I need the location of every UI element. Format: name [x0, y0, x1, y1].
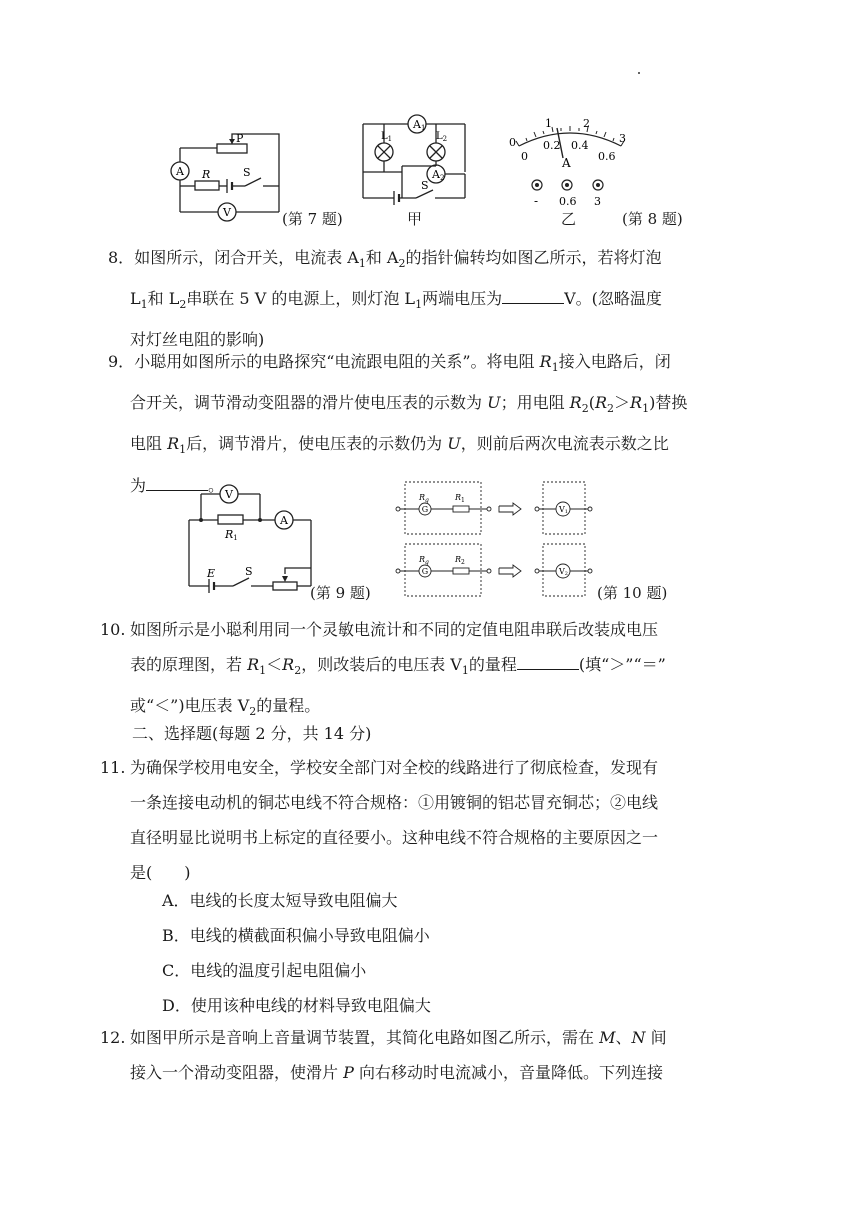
question-12: 12. 如图甲所示是音响上音量调节装置，其简化电路如图乙所示，需在 M、N 间 接入一个滑动变阻器，使滑片 P 向右移动时电流减小，音量降低。下列连接 — [130, 1020, 740, 1090]
figure-8-yi-label: 乙 — [561, 210, 577, 228]
dial-unit: A — [562, 156, 571, 170]
q10-number: 10. — [100, 620, 126, 639]
q10-answer-blank[interactable] — [517, 655, 579, 670]
fig10-row1-r: $R_1$ — [455, 493, 465, 504]
question-9: 9．小聪用如图所示的电路探究“电流跟电阻的关系”。将电阻 $R_1$接入电路后，闭 合开关，调节滑动变阻器的滑片使电压表的示数为 U；用电阻 $R_2(R_2>R_1)$替换 电阻 $R_1$后，调节滑片，使电压表的示数仍为 U，则前后两次电流表示数之比 为 。 — [108, 352, 688, 495]
question-11: 11. 为确保学校用电安全，学校安全部门对全校的线路进行了彻底检查，发现有 一条连接电动机的铜芯电线不符合规格：①用镀铜的铝芯冒充铜芯；②电线 直径明显比说明书上标定的直径要小。这种电线不符合规格的主要原因之一 是( ) — [130, 750, 740, 890]
fig9-resistor-label: R1 — [225, 528, 238, 542]
dial-inner-04: 0.4 — [571, 139, 589, 152]
question-8: 8．如图所示，闭合开关，电流表 $A_1$和 $A_2$的指针偏转均如图乙所示，若将灯泡 $L_1$和 $L_2$串联在 5 V 的电源上，则灯泡 $L_1$两端电压为 V。(忽略温度 对灯丝电阻的影响) — [108, 248, 662, 350]
question-10: 10. 如图所示是小聪利用同一个灵敏电流计和不同的定值电阻串联后改装成电压 表的原理图，若 $R_1<R_2$，则改装后的电压表 $V_1$的量程 (填“＞”“＝” 或“＜”)电压表 $V_2$的量程。 — [130, 612, 740, 729]
fig10-row2-v: V2 — [559, 567, 568, 577]
fig9-switch-label: S — [245, 565, 253, 578]
figure-9-caption: (第 9 题) — [310, 584, 371, 602]
dial-outer-2: 2 — [583, 117, 590, 130]
fig7-resistor-label: R — [202, 168, 211, 181]
fig8-l1-label: $L_1$ — [381, 131, 393, 143]
fig10-row2-r: $R_2$ — [455, 555, 465, 566]
figure-8-jia-circuit — [358, 110, 473, 210]
terminal-neg: - — [534, 194, 539, 208]
stray-mark — [638, 72, 640, 74]
figure-7-circuit — [165, 128, 285, 224]
fig10-row1-rg: $R_g$ — [419, 493, 429, 504]
q11-number: 11. — [100, 758, 126, 777]
q8-number: 8． — [108, 248, 135, 267]
dial-inner-06: 0.6 — [598, 150, 616, 163]
q11-option-d[interactable]: D．使用该种电线的材料导致电阻偏大 — [162, 996, 431, 1015]
figure-10-caption: (第 10 题) — [597, 584, 668, 602]
dial-outer-1: 1 — [545, 117, 552, 130]
dial-inner-02: 0.2 — [543, 139, 561, 152]
figure-8-yi-dial — [505, 112, 635, 210]
fig7-slider-label: P — [236, 132, 244, 145]
q9-number: 9． — [108, 352, 135, 371]
dial-outer-0: 0 — [509, 136, 516, 149]
fig7-voltmeter-label: V — [223, 206, 231, 219]
fig8-a1-label: A1 — [413, 118, 426, 132]
fig10-row1-galv: G — [421, 505, 429, 514]
fig7-switch-label: S — [243, 166, 251, 179]
fig10-row2-rg: $R_g$ — [419, 555, 429, 566]
q8-answer-blank[interactable] — [502, 289, 564, 304]
figure-9-circuit — [185, 482, 320, 594]
q12-number: 12. — [100, 1028, 126, 1047]
fig8-switch-label: S — [421, 179, 429, 192]
dial-outer-3: 3 — [619, 132, 626, 145]
fig7-ammeter-label: A — [176, 165, 184, 178]
terminal-3: 3 — [594, 195, 601, 208]
figure-8-jia-label: 甲 — [407, 210, 423, 228]
q11-option-a[interactable]: A．电线的长度太短导致电阻偏大 — [162, 891, 398, 910]
fig10-row1-v: V1 — [559, 505, 568, 515]
fig10-row2-galv: G — [421, 567, 429, 576]
terminal-06: 0.6 — [559, 195, 577, 208]
fig9-ammeter-label: A — [280, 514, 288, 527]
dial-inner-0: 0 — [521, 150, 528, 163]
q11-option-c[interactable]: C．电线的温度引起电阻偏小 — [162, 961, 367, 980]
section-2-heading: 二、选择题(每题 2 分，共 14 分) — [132, 724, 372, 743]
fig9-voltmeter-label: V — [225, 488, 233, 501]
figure-8-caption: (第 8 题) — [622, 210, 683, 228]
fig9-source-label: E — [207, 567, 216, 580]
q11-option-b[interactable]: B．电线的横截面积偏小导致电阻偏小 — [162, 926, 430, 945]
figure-10-diagram — [395, 478, 600, 602]
fig8-a2-label: A2 — [432, 168, 445, 182]
fig8-l2-label: $L_2$ — [436, 131, 448, 143]
figure-7-caption: (第 7 题) — [282, 210, 343, 228]
